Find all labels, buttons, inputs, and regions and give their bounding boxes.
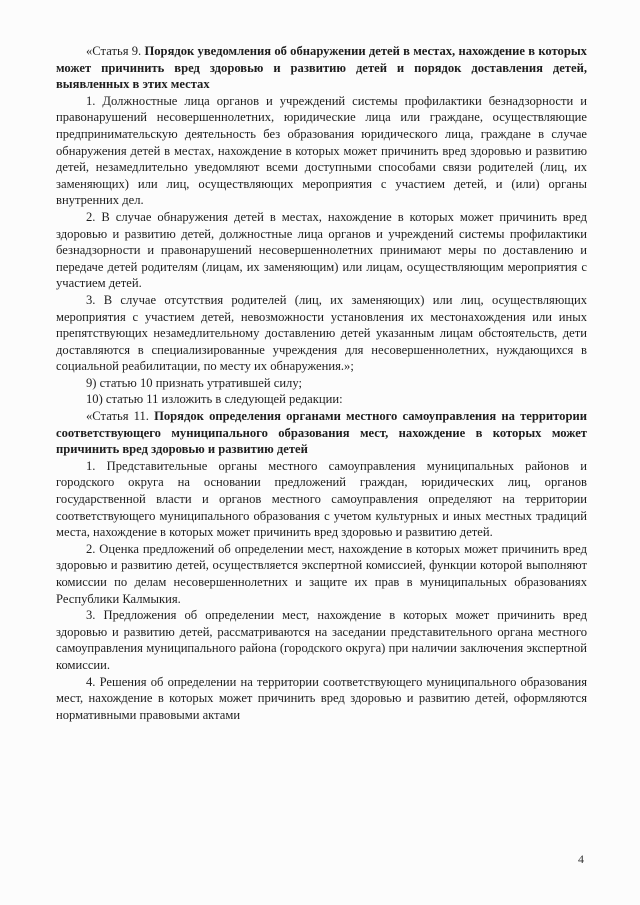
article-9-lead: «Статья 9. bbox=[86, 44, 142, 58]
amendment-item-9: 9) статью 10 признать утратившей силу; bbox=[86, 375, 302, 390]
article-11-paragraph-2: 2. Оценка предложений об определении мест, нахождение в которых может причинить вред здоровью и развитию детей, осуществляется экспертной комиссией, функции которой выполняют комиссии по делам несовершеннолетних и защите их прав в муниципальных образованиях Республики Калмыкия. bbox=[56, 541, 587, 606]
article-11-paragraph-4: 4. Решения об определении на территории соответствующего муниципального образования мест, нахождение в которых может причинить вред здоровью и развитию детей, оформляются нормативными правовыми актами bbox=[56, 674, 587, 722]
article-9-heading bbox=[56, 43, 587, 93]
article-11-heading bbox=[56, 408, 587, 458]
document-body bbox=[56, 43, 587, 723]
article-9-paragraph-3: 3. В случае отсутствия родителей (лиц, их заменяющих) или лиц, осуществляющих мероприятия с участием детей, невозможности установления их местонахождения или иных препятствующих незамедлительному доставлению детей указанным лицам обстоятельств, дети доставляются в специализированные учреждения для несовершеннолетних, нуждающихся в социальной реабилитации, по месту их обнаружения.»; bbox=[56, 292, 587, 374]
article-9-paragraph-1: 1. Должностные лица органов и учреждений системы профилактики безнадзорности и правонарушений несовершеннолетних, юридические лица или граждане, осуществляющие предпринимательскую деятельность без образования юридического лица, граждане в случае обнаружения детей в местах, нахождение в которых может причинить вред здоровью и развитию детей, незамедлительно уведомляют всеми доступными способами связи родителей (лиц, их заменяющих) или лиц, осуществляющих мероприятия с участием детей, и (или) органы внутренних дел. bbox=[56, 93, 587, 208]
article-11-paragraph-1: 1. Представительные органы местного самоуправления муниципальных районов и городского округа на основании предложений граждан, юридических лиц, органов государственной власти и органов местного самоуправления определяют на территории соответствующего муниципального образования с учетом культурных и иных местных традиций места, нахождение в которых может причинить вред здоровью и развитию детей. bbox=[56, 458, 587, 540]
article-9-title: Порядок уведомления об обнаружении детей в местах, нахождение в которых может причинить вред здоровью и развитию детей и порядок доставления детей, выявленных в этих местах bbox=[56, 44, 587, 92]
amendment-item-10: 10) статью 11 изложить в следующей редакции: bbox=[86, 392, 343, 407]
article-11-paragraph-3: 3. Предложения об определении мест, нахождение в которых может причинить вред здоровью и развитию детей, рассматриваются на заседании представительного органа местного самоуправления муниципального района (городского округа) при наличии заключения экспертной комиссии. bbox=[56, 608, 587, 672]
article-9-paragraph-2: 2. В случае обнаружения детей в местах, нахождение в которых может причинить вред здоровью и развитию детей, должностные лица органов и учреждений системы профилактики безнадзорности и правонарушений несовершеннолетних принимают меры по доставлению и передаче детей родителям (лицам, их заменяющим) или лицам, осуществляющим мероприятия с участием детей. bbox=[56, 209, 587, 291]
article-11-title: Порядок определения органами местного самоуправления на территории соответствующего муниципального образования мест, нахождение в которых может причинить вред здоровью и развитию детей bbox=[56, 409, 587, 457]
page-number: 4 bbox=[578, 852, 584, 866]
article-11-lead: «Статья 11. bbox=[86, 409, 149, 424]
